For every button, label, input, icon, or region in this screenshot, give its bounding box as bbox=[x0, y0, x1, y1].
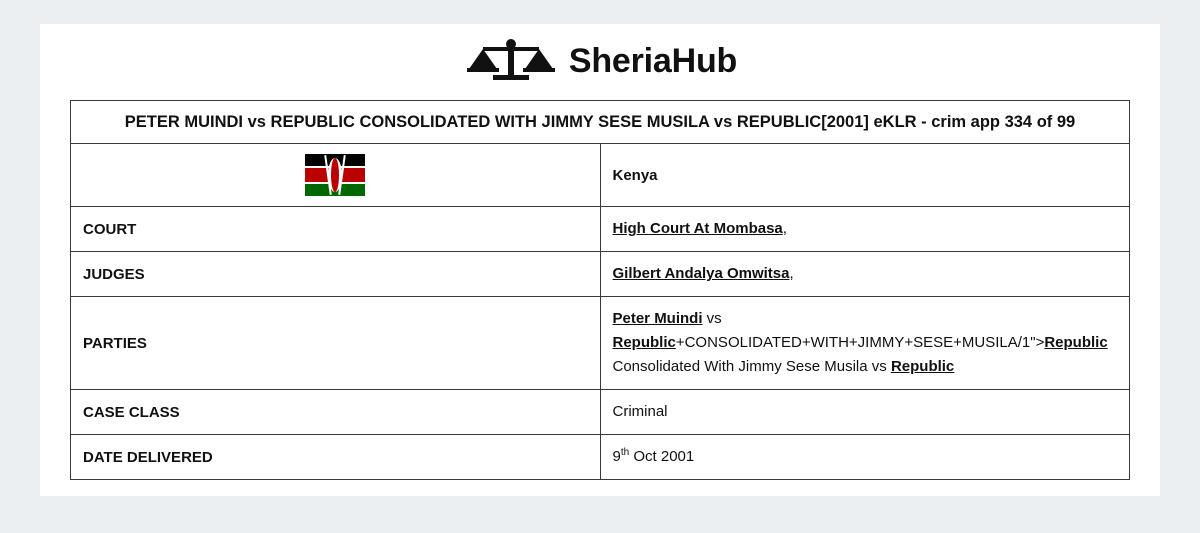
label-case-class: CASE CLASS bbox=[71, 390, 601, 435]
party-d-link[interactable]: Republic bbox=[890, 358, 955, 376]
label-date-delivered: DATE DELIVERED bbox=[71, 435, 601, 480]
date-day: 9 bbox=[612, 448, 621, 466]
party-b-link[interactable]: Republic bbox=[612, 334, 676, 352]
table-row-judges bbox=[71, 252, 1130, 297]
scales-of-justice-icon bbox=[463, 35, 559, 87]
value-case-class: Criminal bbox=[600, 390, 1130, 435]
judges-suffix: , bbox=[789, 265, 794, 283]
country-name: Kenya bbox=[600, 144, 1130, 207]
site-brand bbox=[40, 24, 1160, 98]
value-parties bbox=[600, 297, 1130, 390]
case-details-table bbox=[70, 100, 1130, 480]
table-row-country bbox=[71, 144, 1130, 207]
case-title: PETER MUINDI vs REPUBLIC CONSOLIDATED WITH JIMMY SESE MUSILA vs REPUBLIC[2001] eKLR - crim app 334 of 99 bbox=[71, 101, 1130, 144]
kenya-flag-icon bbox=[305, 154, 365, 196]
party-a-link[interactable]: Peter Muindi bbox=[612, 310, 703, 328]
table-row-court bbox=[71, 207, 1130, 252]
parties-vs: vs bbox=[702, 310, 722, 328]
label-parties: PARTIES bbox=[71, 297, 601, 390]
table-row-date-delivered bbox=[71, 435, 1130, 480]
party-c-link[interactable]: Republic bbox=[1044, 334, 1108, 352]
court-link[interactable]: High Court At Mombasa bbox=[612, 220, 783, 238]
court-suffix: , bbox=[782, 220, 787, 238]
date-ordinal: th bbox=[620, 447, 630, 459]
label-court: COURT bbox=[71, 207, 601, 252]
parties-middle-text: +CONSOLIDATED+WITH+JIMMY+SESE+MUSILA/1"> bbox=[675, 334, 1045, 352]
value-judges bbox=[600, 252, 1130, 297]
table-row-parties bbox=[71, 297, 1130, 390]
label-judges: JUDGES bbox=[71, 252, 601, 297]
table-row-title bbox=[71, 101, 1130, 144]
judge-link[interactable]: Gilbert Andalya Omwitsa bbox=[612, 265, 790, 283]
table-row-case-class bbox=[71, 390, 1130, 435]
document-page bbox=[40, 24, 1160, 496]
parties-line2-text: Consolidated With Jimmy Sese Musila vs bbox=[612, 358, 891, 376]
parties-second-line bbox=[613, 355, 1118, 379]
value-court bbox=[600, 207, 1130, 252]
country-flag-cell bbox=[71, 144, 601, 207]
value-date-delivered bbox=[600, 435, 1130, 480]
brand-name: SheriaHub bbox=[568, 42, 738, 80]
date-rest: Oct 2001 bbox=[629, 448, 695, 466]
